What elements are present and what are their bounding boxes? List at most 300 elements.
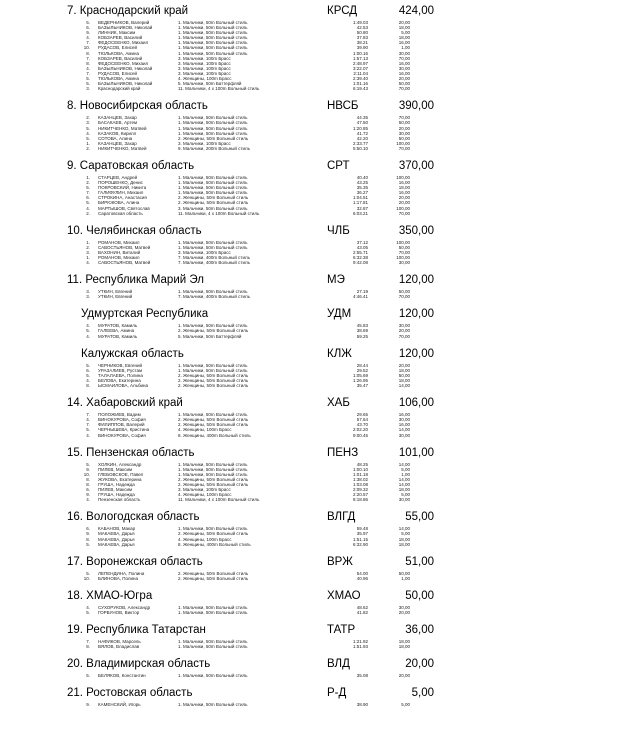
team-code: СРТ: [327, 159, 350, 172]
result-points: 30,00: [398, 260, 410, 266]
result-time: 54.00: [356, 570, 368, 576]
result-points: 14,00: [398, 427, 410, 433]
athlete-name: ГРУША, Надежда: [98, 492, 135, 498]
result-time: 28.44: [356, 362, 368, 368]
event-name: 2. Женщины, 50m Вольный стиль: [178, 417, 249, 423]
result-points: 20,00: [398, 76, 410, 82]
result-place: 4.: [86, 432, 90, 438]
result-place: 9.: [86, 492, 90, 498]
result-place: 4.: [86, 205, 90, 211]
event-name: 1. Мальчики, 50m Вольный стиль: [178, 40, 248, 46]
athlete-name: ТАЛАЛАЕВА, Полина: [98, 372, 143, 378]
result-place: 4.: [86, 130, 90, 136]
team-block: [0, 160, 622, 216]
team-name: 9. Саратовская область: [67, 159, 195, 172]
athlete-name: БАСАКАЕВ, Артем: [98, 120, 138, 126]
result-place: 1.: [86, 255, 90, 260]
event-name: 3. Мальчики, 100m Брасс: [178, 55, 231, 61]
athlete-name: НИКИТЧЕНКО, Матвей: [98, 125, 147, 131]
result-time: 9:00.45: [352, 432, 368, 438]
team-total-points: 370,00: [398, 159, 434, 172]
event-name: 2. Женщины, 50m Вольный стиль: [178, 570, 249, 576]
team-code: ВРЖ: [327, 555, 353, 568]
team-block: [0, 5, 622, 91]
result-points: 14,00: [398, 526, 410, 532]
athlete-name: ВИНОКУРОВА, София: [98, 417, 146, 423]
result-time: 57.64: [356, 417, 368, 423]
result-place: 5.: [86, 372, 90, 378]
team-block: [0, 274, 622, 299]
result-place: 8.: [86, 383, 90, 389]
result-time: 36.27: [356, 190, 368, 196]
result-points: 16,00: [398, 70, 410, 76]
result-place: 6.: [86, 25, 90, 31]
athlete-name: ПИЛЕВ, Максим: [98, 487, 133, 493]
result-time: 40.40: [356, 174, 368, 180]
result-time: 45.83: [356, 323, 368, 329]
result-place: 7.: [86, 412, 90, 418]
result-place: 7.: [86, 422, 90, 428]
result-points: 5,00: [401, 531, 410, 537]
athlete-name: БЛИНОВА, Полина: [98, 575, 139, 581]
result-time: 1:57.13: [352, 55, 368, 61]
athlete-name: СТАРЦЕВ, Андрей: [98, 174, 138, 180]
team-block: [0, 687, 622, 707]
result-points: 70,00: [398, 86, 410, 92]
event-name: 2. Женщины, 50m Вольный стиль: [178, 481, 249, 487]
result-points: 18,00: [398, 541, 410, 547]
event-name: 1. Мальчики, 50m Вольный стиль: [178, 323, 248, 329]
result-points: 50,00: [398, 372, 410, 378]
event-name: 7. Мальчики, 400m Вольный стиль: [178, 260, 250, 266]
result-time: 1:00.10: [352, 466, 368, 472]
result-points: 20,00: [398, 362, 410, 368]
athlete-name: ГРУША, Надежда: [98, 481, 135, 487]
result-time: 42.20: [356, 135, 368, 141]
result-time: 38.69: [356, 328, 368, 334]
result-time: 1:17.81: [352, 200, 368, 206]
result-row: [0, 610, 622, 615]
result-place: 7.: [86, 55, 90, 61]
team-block: [0, 397, 622, 437]
result-time: 39.90: [356, 45, 368, 51]
result-time: 50.80: [356, 30, 368, 36]
result-time: 41.72: [356, 130, 368, 136]
result-points: 50,00: [398, 570, 410, 576]
athlete-name: МАКАЕВА, Дарья: [98, 536, 135, 542]
result-place: 3.: [86, 289, 90, 295]
athlete-name: ЫСМАИЛОВА, Альбина: [98, 383, 149, 389]
event-name: 1. Мальчики, 50m Вольный стиль: [178, 125, 248, 131]
athlete-name: СУХОРУКОВ, Александр: [98, 604, 151, 610]
result-points: 100,00: [396, 140, 410, 146]
team-block: [0, 225, 622, 265]
result-time: 37.12: [356, 239, 368, 245]
result-time: 6:32.90: [352, 541, 368, 547]
result-time: 1:51.15: [352, 536, 368, 542]
result-time: 48.62: [356, 604, 368, 610]
result-place: 1.: [86, 174, 90, 180]
result-place: 4.: [86, 260, 90, 266]
team-code: ХАБ: [327, 397, 350, 410]
result-points: 70,00: [398, 294, 410, 300]
result-points: 18,00: [398, 644, 410, 650]
event-name: 1. Мальчики, 50m Вольный стиль: [178, 610, 248, 615]
team-total-points: 5,00: [411, 687, 434, 700]
event-name: 1. Мальчики, 50m Вольный стиль: [178, 50, 248, 56]
event-name: 11. Мальчики, 4 x 100m Вольный стиль: [178, 210, 260, 216]
team-name: 14. Хабаровский край: [67, 397, 183, 410]
athlete-name: ПОКРОВСКИЙ, Никита: [98, 185, 147, 191]
result-place: 5.: [86, 461, 90, 467]
result-points: 18,00: [398, 377, 410, 383]
result-time: 1:05.69: [352, 372, 368, 378]
result-place: 8.: [86, 476, 90, 482]
result-place: 7.: [86, 70, 90, 76]
athlete-name: УРАЗАЛИЕВ, Рустам: [98, 367, 143, 373]
result-row: [0, 146, 622, 151]
team-code: ВЛД: [327, 658, 350, 671]
event-name: 1. Мальчики, 50m Вольный стиль: [178, 244, 248, 250]
athlete-name: ПОЛОЖИЕВ, Вадим: [98, 412, 141, 418]
team-header: [0, 160, 622, 175]
result-time: 1:00.16: [352, 50, 368, 56]
result-time: 2:02.20: [352, 427, 368, 433]
team-name: 17. Воронежская область: [67, 555, 203, 568]
result-points: 100,00: [396, 255, 410, 260]
team-total-points: 390,00: [398, 100, 434, 113]
result-time: 1:49.03: [352, 20, 368, 25]
result-points: 18,00: [398, 536, 410, 542]
athlete-name: САВОСТЬЯНОВ, Матвей: [98, 260, 151, 266]
result-time: 44.35: [356, 115, 368, 121]
result-time: 47.50: [356, 120, 368, 126]
result-row: [0, 383, 622, 388]
event-name: 4. Женщины, 100m Брасс: [178, 76, 232, 82]
result-points: 70,00: [398, 333, 410, 339]
result-points: 18,00: [398, 35, 410, 41]
team-total-points: 120,00: [398, 347, 434, 360]
result-place: 5.: [86, 185, 90, 191]
result-place: 7.: [86, 639, 90, 645]
result-time: 35.97: [356, 531, 368, 537]
athlete-name: УТКИН, Евгений: [98, 294, 133, 300]
athlete-name: МАКАЕВА, Дарья: [98, 541, 135, 547]
result-place: 2.: [86, 145, 90, 151]
athlete-name: ГОРБУНОВ, Виктор: [98, 610, 140, 615]
event-name: 1. Мальчики, 50m Вольный стиль: [178, 466, 248, 472]
result-place: 5.: [86, 610, 90, 615]
result-time: 27.19: [356, 289, 368, 295]
athlete-name: ФЕДОСЕЕНКО, Михаил: [98, 40, 149, 46]
result-place: 6.: [86, 367, 90, 373]
result-points: 16,00: [398, 190, 410, 196]
event-name: 1. Мальчики, 50m Вольный стиль: [178, 644, 248, 650]
result-time: 37.83: [356, 35, 368, 41]
result-points: 30,00: [398, 497, 410, 503]
event-name: 1. Мальчики, 50m Вольный стиль: [178, 115, 248, 121]
event-name: 1. Мальчики, 50m Вольный стиль: [178, 526, 248, 532]
result-place: 6.: [86, 195, 90, 201]
team-name: 20. Владимирская область: [67, 658, 211, 671]
result-time: 6:03.21: [352, 210, 368, 216]
result-row: [0, 211, 622, 216]
result-points: 16,00: [398, 60, 410, 66]
event-name: 1. Мальчики, 50m Вольный стиль: [178, 120, 248, 126]
team-name: 8. Новосибирская область: [67, 100, 208, 113]
result-place: 5.: [86, 76, 90, 82]
event-name: 1. Мальчики, 50m Вольный стиль: [178, 412, 248, 418]
result-points: 100,00: [396, 174, 410, 180]
athlete-name: ВИНОКУРОВА, София: [98, 432, 146, 438]
team-header: [0, 687, 622, 702]
event-name: 2. Женщины, 50m Вольный стиль: [178, 476, 249, 482]
event-name: 1. Мальчики, 50m Вольный стиль: [178, 702, 248, 708]
result-time: 1:38.02: [352, 476, 368, 482]
result-time: 9:42.08: [352, 260, 368, 266]
result-points: 1,00: [401, 45, 410, 51]
result-time: 59.48: [356, 526, 368, 532]
result-place: 3.: [86, 294, 90, 300]
team-name: 18. ХМАО-Югра: [67, 589, 153, 602]
event-name: 1. Мальчики, 50m Вольный стиль: [178, 190, 248, 196]
team-code: ЧЛБ: [327, 224, 350, 237]
team-header: [0, 348, 622, 363]
event-name: 2. Женщины, 50m Вольный стиль: [178, 372, 249, 378]
result-time: 59.25: [356, 333, 368, 339]
team-header: [0, 511, 622, 526]
team-block: [0, 624, 622, 649]
athlete-name: НАФИКОВ, Марсель: [98, 639, 141, 645]
result-points: 18,00: [398, 639, 410, 645]
team-name: 16. Вологодская область: [67, 511, 200, 524]
result-row: [0, 294, 622, 299]
result-points: 20,00: [398, 200, 410, 206]
result-time: 2:55.71: [352, 249, 368, 255]
result-place: 7.: [86, 190, 90, 196]
result-points: 5,00: [401, 492, 410, 498]
result-row: [0, 497, 622, 502]
result-place: 1.: [86, 140, 90, 146]
event-name: 5. Мальчики, 50m Баттерфляй: [178, 333, 242, 339]
result-time: 29.65: [356, 412, 368, 418]
team-header: [0, 658, 622, 673]
result-time: 2:11.04: [353, 70, 368, 76]
result-time: 8:18.86: [352, 497, 368, 503]
result-time: 29.52: [356, 367, 368, 373]
event-name: 1. Мальчики, 50m Вольный стиль: [178, 25, 248, 31]
result-points: 30,00: [398, 130, 410, 136]
team-total-points: 55,00: [405, 511, 434, 524]
result-place: 10.: [83, 45, 90, 51]
result-points: 20,00: [398, 610, 410, 615]
event-name: 3. Мальчики, 100m Брасс: [178, 60, 231, 66]
result-place: 8.: [86, 644, 90, 650]
result-points: 18,00: [398, 25, 410, 31]
athlete-name: САВОСТЬЯНОВ, Матвей: [98, 244, 151, 250]
result-place: 4.: [86, 35, 90, 41]
result-row: [0, 673, 622, 678]
event-name: 1. Мальчики, 50m Вольный стиль: [178, 130, 248, 136]
result-row: [0, 702, 622, 707]
result-points: 16,00: [398, 422, 410, 428]
event-name: 8. Женщины, 400m Вольный стиль: [178, 432, 251, 438]
result-points: 30,00: [398, 432, 410, 438]
result-place: 8.: [86, 536, 90, 542]
team-total-points: 20,00: [405, 658, 434, 671]
athlete-name: ГАЛЕЕВА, Амина: [98, 328, 135, 334]
result-place: 10.: [83, 471, 90, 477]
result-points: 50,00: [398, 289, 410, 295]
result-row: [0, 260, 622, 265]
result-row: [0, 433, 622, 438]
athlete-name: ЧЕРНИКОВ, Евгений: [98, 362, 143, 368]
result-time: 43.70: [356, 422, 368, 428]
event-name: 8. Женщины, 400m Вольный стиль: [178, 541, 251, 547]
result-points: 100,00: [396, 205, 410, 211]
result-place: 2.: [86, 210, 90, 216]
result-time: 4:46.41: [352, 294, 368, 300]
result-time: 35.08: [356, 673, 368, 679]
event-name: 2. Женщины, 50m Вольный стиль: [178, 383, 249, 389]
athlete-name: СОТОВА, Алина: [98, 135, 133, 141]
athlete-name: РОМАНОВ, Михаил: [98, 255, 140, 260]
event-name: 1. Мальчики, 50m Вольный стиль: [178, 289, 248, 295]
result-time: 38.90: [356, 702, 368, 708]
result-points: 14,00: [398, 383, 410, 389]
team-header: [0, 590, 622, 605]
athlete-name: КАЗАНЦЕВ, Захар: [98, 115, 137, 121]
result-time: 1:03.08: [352, 481, 368, 487]
result-time: 2:48.97: [352, 60, 368, 66]
athlete-name: ФИЛИППОВ, Валерий: [98, 422, 145, 428]
team-name: 7. Краснодарский край: [67, 5, 189, 17]
event-name: 2. Женщины, 50m Вольный стиль: [178, 531, 249, 537]
event-name: 1. Мальчики, 50m Вольный стиль: [178, 471, 248, 477]
team-header: [0, 556, 622, 571]
result-place: 9.: [86, 702, 90, 708]
result-points: 20,00: [398, 328, 410, 334]
result-place: 1.: [86, 239, 90, 245]
result-points: 30,00: [398, 604, 410, 610]
event-name: 2. Женщины, 50m Вольный стиль: [178, 200, 249, 206]
result-place: 6.: [86, 487, 90, 493]
result-time: 43.25: [356, 180, 368, 186]
result-time: 2:33.77: [352, 140, 368, 146]
team-block: [0, 100, 622, 151]
athlete-name: МАРТЫШОВ, Святослав: [98, 205, 150, 211]
result-place: 5.: [86, 362, 90, 368]
team-code: МЭ: [327, 274, 345, 287]
athlete-name: РУДАСОВ, Елисей: [98, 45, 138, 51]
result-points: 5,00: [401, 702, 410, 708]
event-name: 1. Мальчики, 50m Вольный стиль: [178, 461, 248, 467]
athlete-name: БИРЮКОВА, Алина: [98, 200, 140, 206]
event-name: 4. Женщины, 100m Брасс: [178, 536, 232, 542]
team-block: [0, 511, 622, 546]
result-time: 2:39.40: [352, 76, 368, 82]
athlete-name: БАЗЫЛЬНИКОВ, Николай: [98, 81, 153, 87]
result-time: 1:26.95: [352, 377, 368, 383]
team-code: КЛЖ: [327, 347, 352, 360]
result-points: 70,00: [398, 210, 410, 216]
athlete-name: ЧЕРНЫШЕВА, Кристина: [98, 427, 150, 433]
athlete-name: КАБАНОВ, Макар: [98, 526, 136, 532]
event-name: 1. Мальчики, 50m Вольный стиль: [178, 20, 248, 25]
result-place: 9.: [86, 531, 90, 537]
result-place: 7.: [86, 40, 90, 46]
event-name: 1. Мальчики, 50m Вольный стиль: [178, 45, 248, 51]
athlete-name: МУРАТОВ, Камиль: [98, 333, 138, 339]
result-row: [0, 644, 622, 649]
event-name: 1. Мальчики, 50m Вольный стиль: [178, 174, 248, 180]
athlete-name: ЛИННИК, Максим: [98, 30, 136, 36]
team-header: [0, 225, 622, 240]
athlete-name: РОМАНОВ, Михаил: [98, 239, 140, 245]
result-points: 50,00: [398, 244, 410, 250]
team-name: 10. Челябинская область: [67, 224, 202, 237]
result-place: 3.: [86, 86, 90, 92]
result-points: 20,00: [398, 20, 410, 25]
result-time: 43.05: [356, 244, 368, 250]
result-place: 8.: [86, 60, 90, 66]
team-standings-document: [0, 5, 622, 707]
event-name: 2. Женщины, 50m Вольный стиль: [178, 575, 249, 581]
result-place: 3.: [86, 249, 90, 255]
team-total-points: 51,00: [405, 555, 434, 568]
event-name: 1. Мальчики, 50m Вольный стиль: [178, 185, 248, 191]
athlete-name: ТЮЛЬКОВА, Амина: [98, 76, 140, 82]
team-code: КРСД: [327, 5, 358, 17]
team-header: [0, 397, 622, 412]
result-points: 20,00: [398, 125, 410, 131]
result-place: 4.: [86, 604, 90, 610]
athlete-name: ФЕДОСЕЕНКО, Михаил: [98, 60, 149, 66]
result-time: 1:21.92: [352, 639, 368, 645]
athlete-name: УТКИН, Евгений: [98, 289, 133, 295]
team-code: УДМ: [327, 308, 352, 321]
team-name: 21. Ростовская область: [67, 687, 193, 700]
team-header: [0, 5, 622, 20]
event-name: 7. Мальчики, 400m Вольный стиль: [178, 255, 250, 260]
result-place: 5.: [86, 125, 90, 131]
team-header: [0, 624, 622, 639]
result-points: 5,00: [401, 30, 410, 36]
result-time: 6:32.38: [352, 255, 368, 260]
result-row: [0, 542, 622, 547]
athlete-name: БАЗЫЛЬНИКОВ, Николай: [98, 25, 153, 31]
result-points: 30,00: [398, 417, 410, 423]
athlete-name: ВАХОНИН, Виталий: [98, 249, 141, 255]
athlete-name: ВЕДЕРНИКОВ, Валерий: [98, 20, 150, 25]
result-points: 70,00: [398, 115, 410, 121]
result-place: 3.: [86, 120, 90, 126]
team-code: Р-Д: [327, 687, 347, 700]
athlete-name: ТЮЛЬКОВА, Амина: [98, 50, 140, 56]
event-name: 3. Мальчики, 50m Вольный стиль: [178, 205, 248, 211]
event-name: 1. Мальчики, 50m Вольный стиль: [178, 639, 248, 645]
result-points: 20,00: [398, 195, 410, 201]
event-name: 7. Мальчики, 400m Вольный стиль: [178, 294, 250, 300]
result-points: 70,00: [398, 55, 410, 61]
athlete-name: СТРОКИНА, Анастасия: [98, 195, 147, 201]
team-name: 11. Республика Марий Эл: [67, 274, 204, 287]
result-time: 48.25: [356, 461, 368, 467]
result-time: 1:20.85: [352, 125, 368, 131]
result-points: 30,00: [398, 50, 410, 56]
athlete-name: КАЗАНЦЕВ, Захар: [98, 140, 137, 146]
result-points: 70,00: [398, 249, 410, 255]
